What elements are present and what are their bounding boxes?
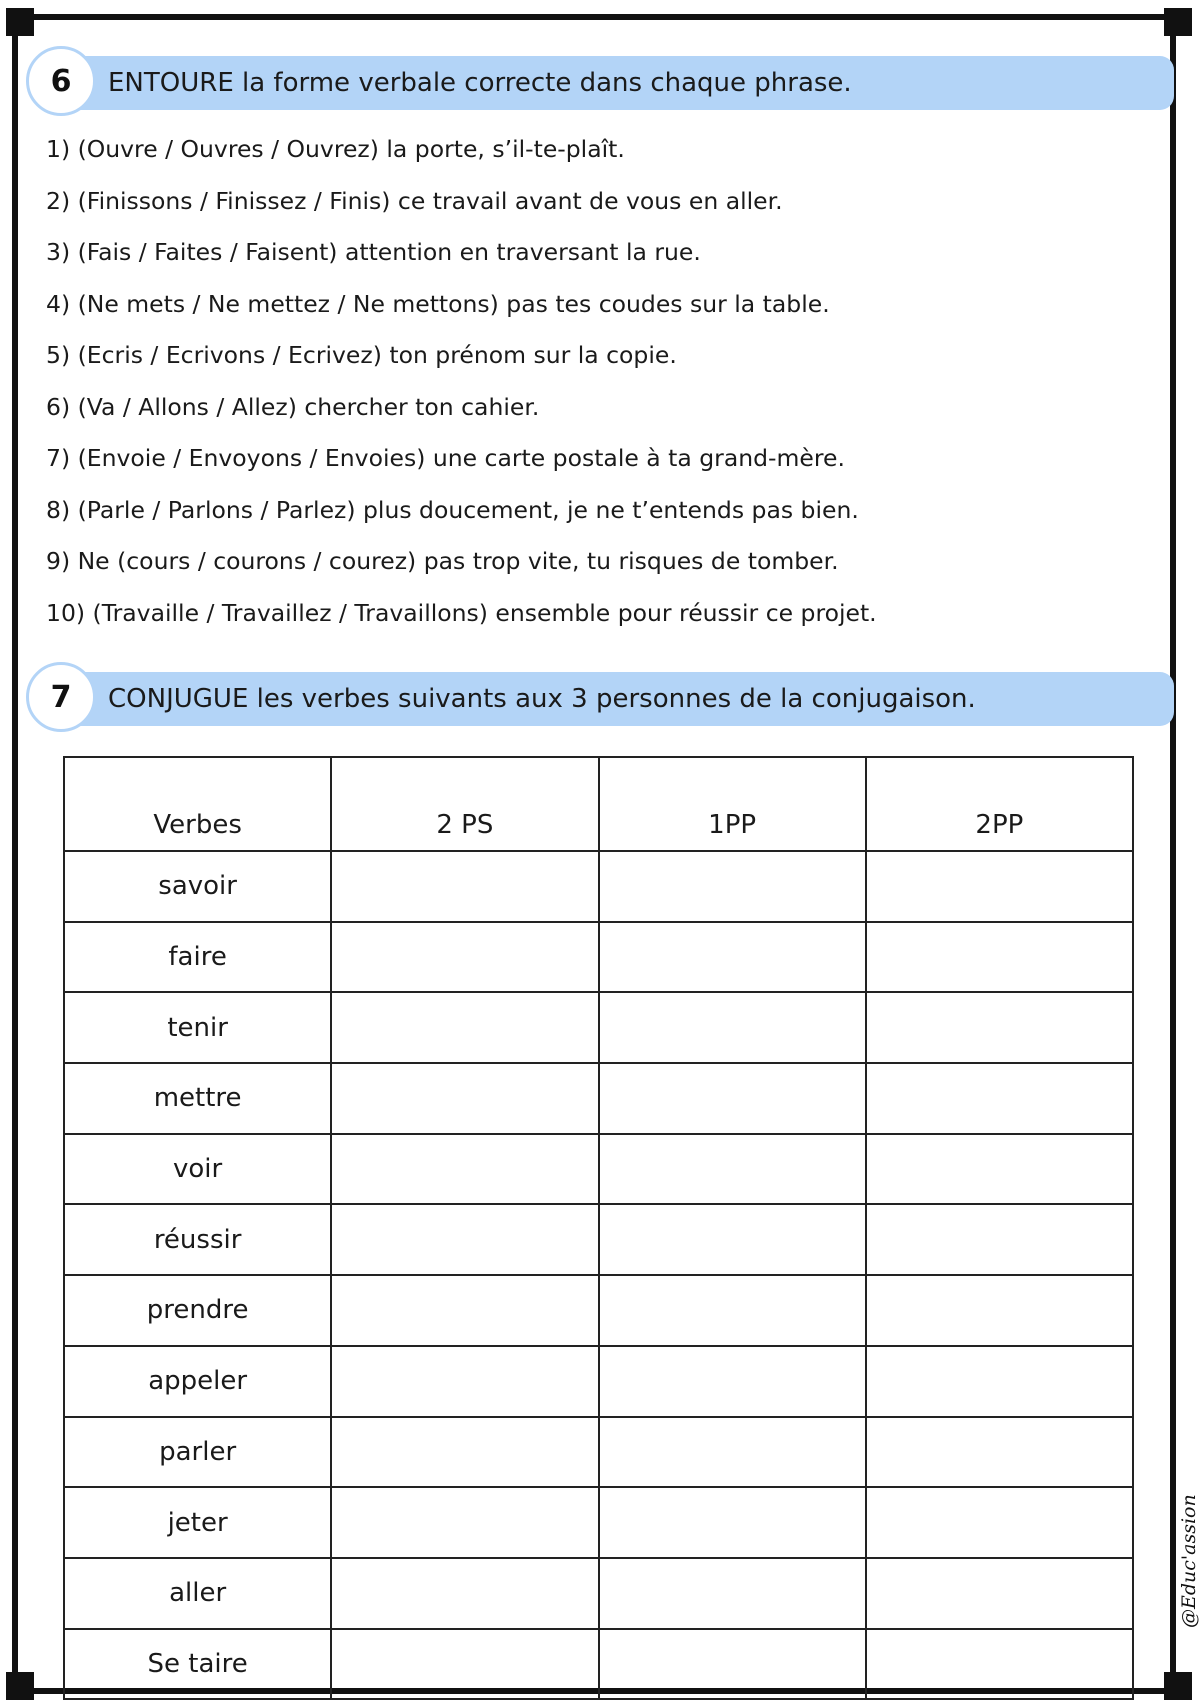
answer-cell[interactable]: [866, 1346, 1133, 1417]
sentence-item: 7) (Envoie / Envoyons / Envoies) une carte postale à ta grand-mère.: [46, 444, 845, 472]
sentence-item: 10) (Travaille / Travaillez / Travaillons) ensemble pour réussir ce projet.: [46, 598, 877, 627]
table-header-row: [64, 757, 1133, 851]
answer-cell[interactable]: [331, 1275, 598, 1346]
exercise-7-number: 7: [26, 662, 96, 732]
table-row: [64, 1487, 1133, 1558]
answer-cell[interactable]: [866, 1629, 1133, 1700]
table-row: [64, 1063, 1133, 1134]
answer-cell[interactable]: [331, 1346, 598, 1417]
sentence-item: 6) (Va / Allons / Allez) chercher ton cahier.: [46, 392, 540, 421]
sentence-item: 8) (Parle / Parlons / Parlez) plus doucement, je ne t’entends pas bien.: [46, 495, 859, 524]
answer-cell[interactable]: [866, 1275, 1133, 1346]
verb-cell: Se taire: [64, 1629, 331, 1700]
exercise-6-sentence-list: [46, 124, 877, 639]
verb-cell: appeler: [64, 1346, 331, 1417]
answer-cell[interactable]: [599, 1134, 866, 1205]
answer-cell[interactable]: [599, 1487, 866, 1558]
verb-cell: mettre: [64, 1063, 331, 1134]
table-row: [64, 851, 1133, 922]
answer-cell[interactable]: [331, 1629, 598, 1700]
table-row: [64, 992, 1133, 1063]
answer-cell[interactable]: [599, 922, 866, 993]
answer-cell[interactable]: [599, 1063, 866, 1134]
answer-cell[interactable]: [331, 1134, 598, 1205]
table-row: [64, 1346, 1133, 1417]
answer-cell[interactable]: [599, 1629, 866, 1700]
answer-cell[interactable]: [331, 1417, 598, 1488]
sentence-item: 9) Ne (cours / courons / courez) pas trop vite, tu risques de tomber.: [46, 547, 839, 575]
answer-cell[interactable]: [599, 851, 866, 922]
verb-cell: prendre: [64, 1275, 331, 1346]
frame-corner-bottom-left: [6, 1672, 34, 1700]
verb-cell: savoir: [64, 851, 331, 922]
header-verbes: Verbes: [64, 757, 331, 851]
verb-cell: réussir: [64, 1204, 331, 1275]
answer-cell[interactable]: [331, 851, 598, 922]
verb-cell: tenir: [64, 992, 331, 1063]
sentence-item: 5) (Ecris / Ecrivons / Ecrivez) ton prénom sur la copie.: [46, 341, 677, 369]
answer-cell[interactable]: [866, 1487, 1133, 1558]
sentence-item: 1) (Ouvre / Ouvres / Ouvrez) la porte, s’il-te-plaît.: [46, 135, 625, 163]
verb-cell: aller: [64, 1558, 331, 1629]
exercise-7-title: CONJUGUE les verbes suivants aux 3 personnes de la conjugaison.: [108, 684, 976, 714]
exercise-6-title: ENTOURE la forme verbale correcte dans chaque phrase.: [108, 68, 852, 98]
header-2pp: 2PP: [866, 757, 1133, 851]
frame-corner-bottom-right: [1164, 1672, 1192, 1700]
answer-cell[interactable]: [331, 1558, 598, 1629]
header-1pp: 1PP: [599, 757, 866, 851]
answer-cell[interactable]: [599, 1346, 866, 1417]
verb-cell: voir: [64, 1134, 331, 1205]
answer-cell[interactable]: [866, 922, 1133, 993]
answer-cell[interactable]: [331, 1204, 598, 1275]
answer-cell[interactable]: [331, 1063, 598, 1134]
answer-cell[interactable]: [599, 1558, 866, 1629]
table-row: [64, 922, 1133, 993]
answer-cell[interactable]: [866, 1417, 1133, 1488]
sentence-item: 3) (Fais / Faites / Faisent) attention en traversant la rue.: [46, 238, 701, 266]
verb-cell: faire: [64, 922, 331, 993]
answer-cell[interactable]: [866, 1063, 1133, 1134]
sentence-item: 2) (Finissons / Finissez / Finis) ce travail avant de vous en aller.: [46, 186, 783, 215]
answer-cell[interactable]: [599, 992, 866, 1063]
answer-cell[interactable]: [331, 992, 598, 1063]
answer-cell[interactable]: [866, 1558, 1133, 1629]
frame-corner-top-right: [1164, 8, 1192, 36]
answer-cell[interactable]: [599, 1204, 866, 1275]
author-watermark: @Educ'assion: [1178, 1494, 1200, 1628]
answer-cell[interactable]: [331, 922, 598, 993]
table-row: [64, 1629, 1133, 1700]
answer-cell[interactable]: [599, 1417, 866, 1488]
answer-cell[interactable]: [866, 851, 1133, 922]
answer-cell[interactable]: [331, 1487, 598, 1558]
answer-cell[interactable]: [866, 992, 1133, 1063]
exercise-7-header: [26, 658, 1174, 732]
answer-cell[interactable]: [866, 1204, 1133, 1275]
table-row: [64, 1134, 1133, 1205]
conjugation-table: [63, 756, 1134, 1700]
table-row: [64, 1204, 1133, 1275]
exercise-6-header: [26, 42, 1174, 116]
header-2ps: 2 PS: [331, 757, 598, 851]
sentence-item: 4) (Ne mets / Ne mettez / Ne mettons) pas tes coudes sur la table.: [46, 289, 830, 318]
answer-cell[interactable]: [866, 1134, 1133, 1205]
verb-cell: parler: [64, 1417, 331, 1488]
verb-cell: jeter: [64, 1487, 331, 1558]
table-row: [64, 1417, 1133, 1488]
exercise-6-number: 6: [26, 46, 96, 116]
table-row: [64, 1275, 1133, 1346]
table-row: [64, 1558, 1133, 1629]
frame-corner-top-left: [6, 8, 34, 36]
answer-cell[interactable]: [599, 1275, 866, 1346]
